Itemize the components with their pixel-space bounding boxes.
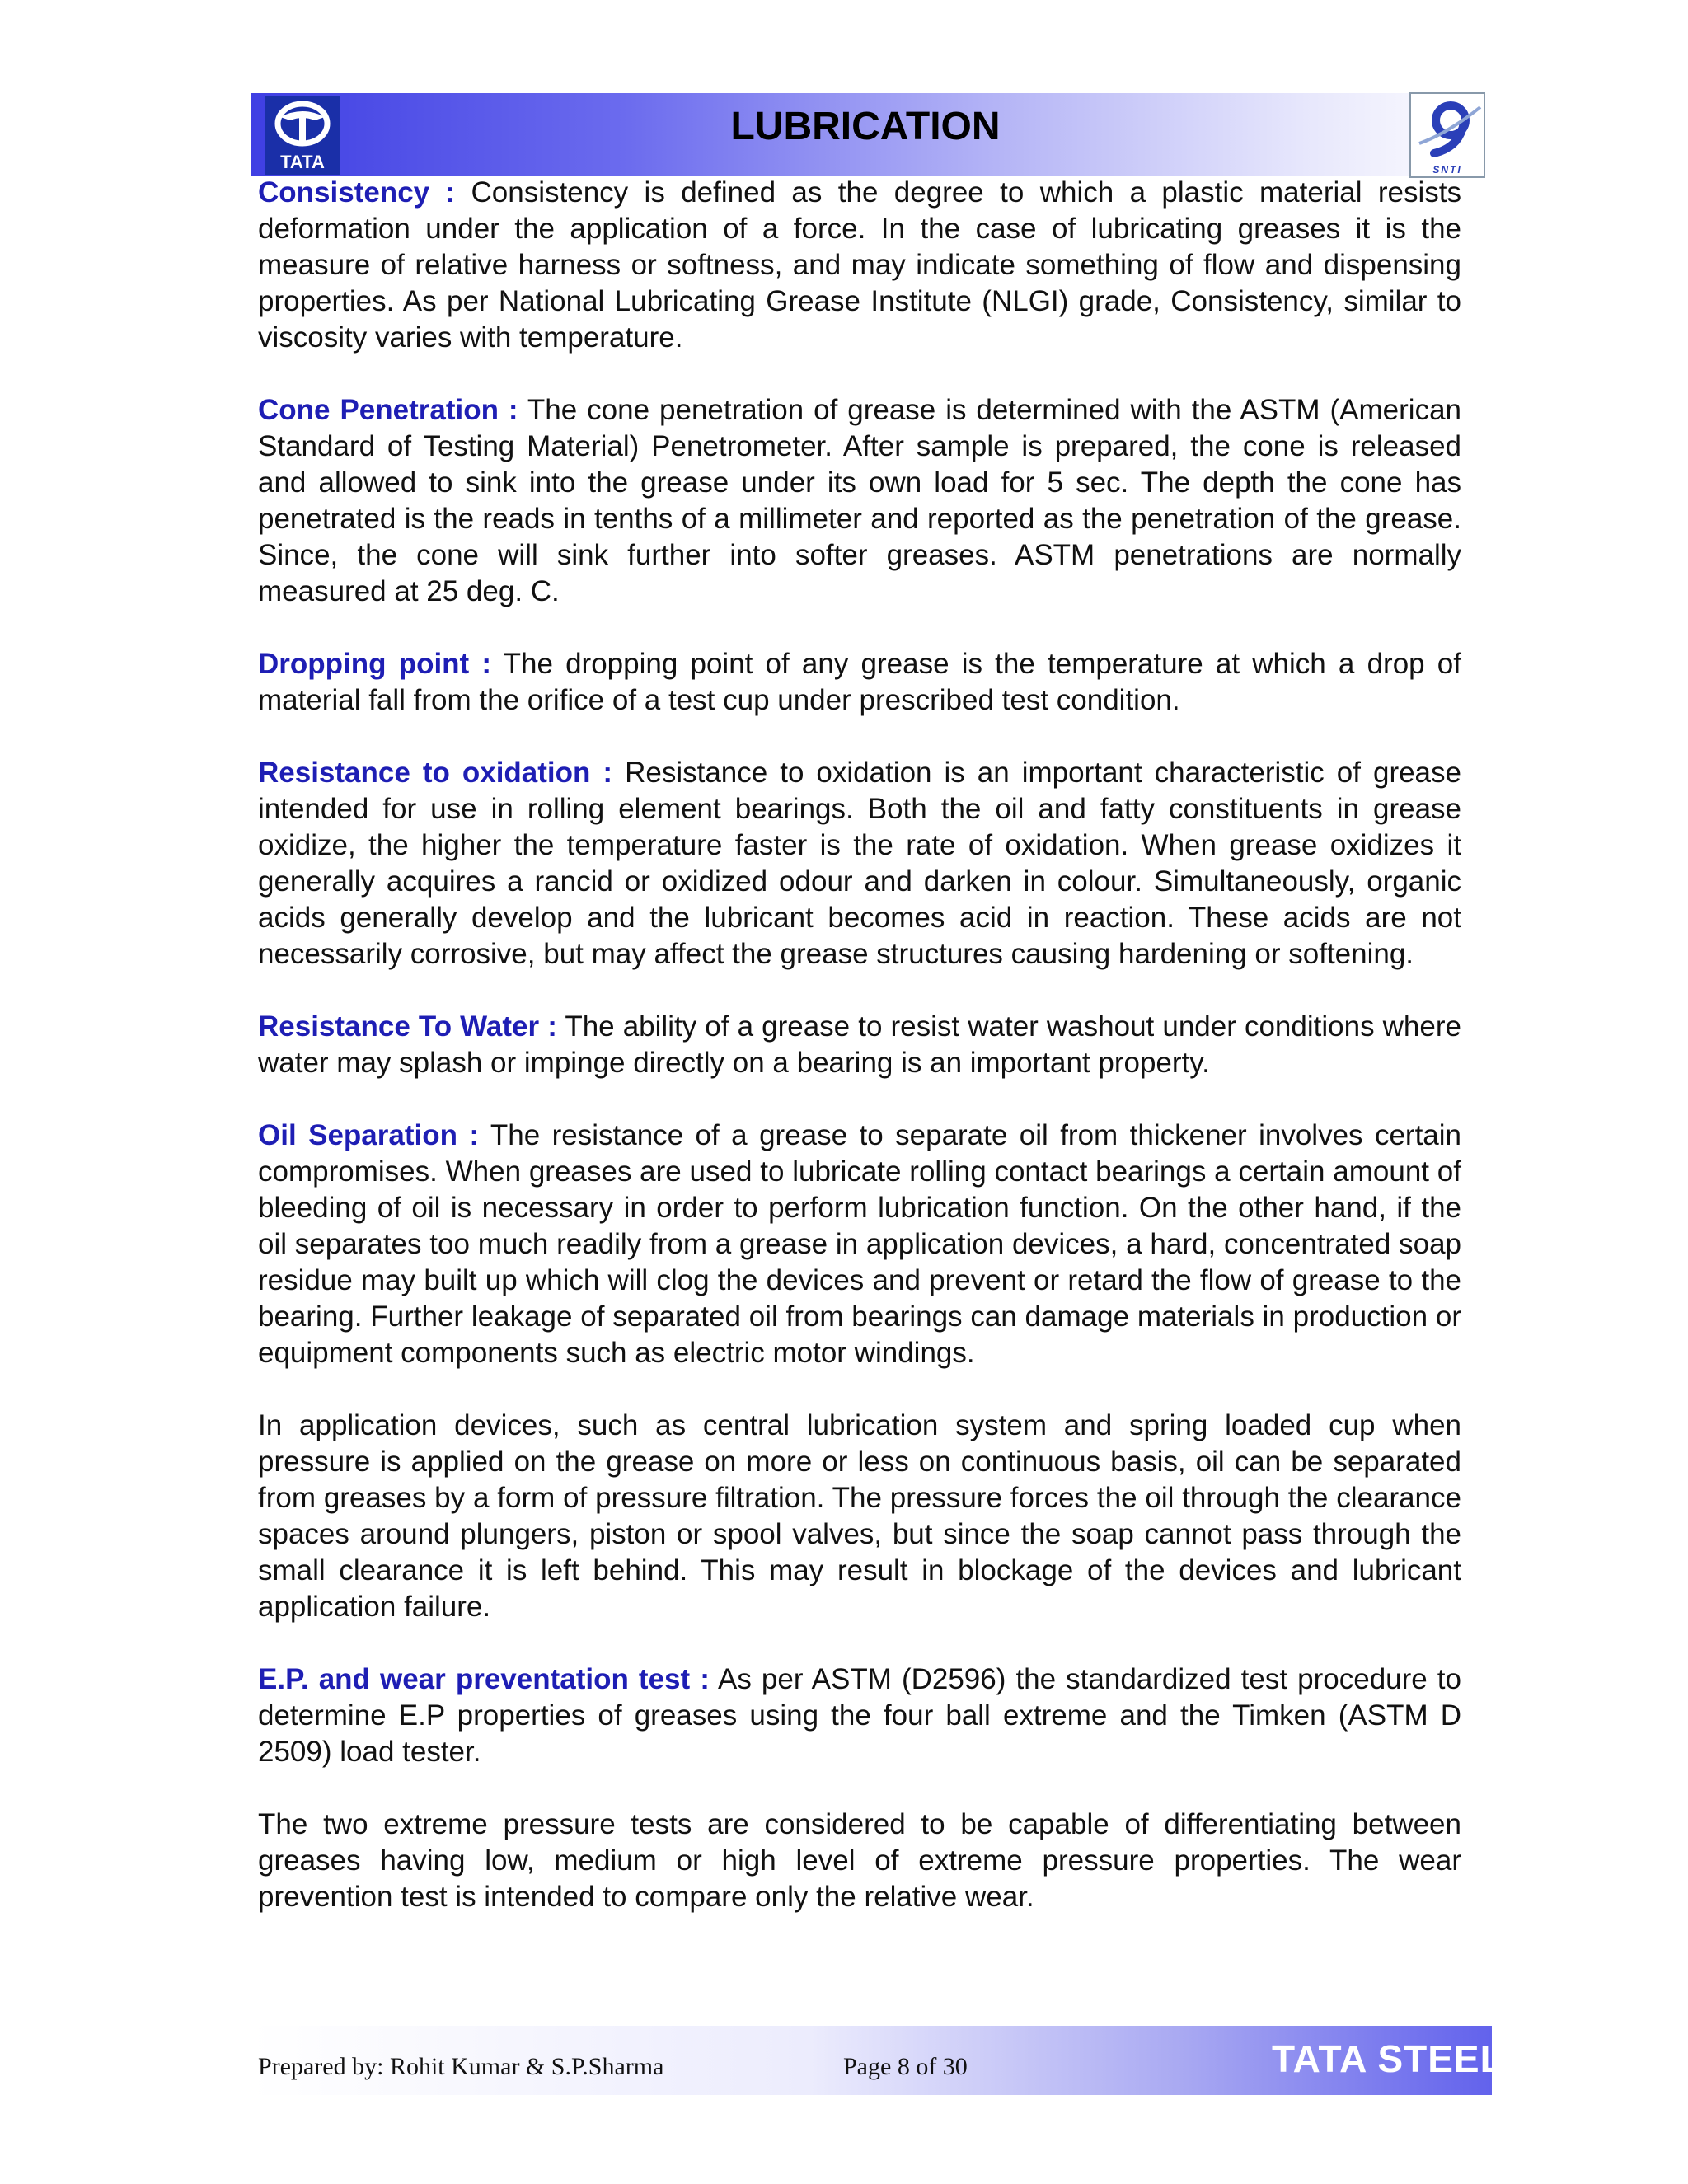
footer-page-number: Page 8 of 30	[843, 2053, 968, 2080]
section-resistance-water	[258, 1009, 1461, 1081]
section-ep-wear-test	[258, 1661, 1461, 1770]
snti-logo-text: SNTI	[1432, 164, 1462, 176]
footer-prepared-by: Prepared by: Rohit Kumar & S.P.Sharma	[258, 2053, 664, 2080]
section-consistency	[258, 175, 1461, 356]
section-text: Resistance to oxidation is an important characteristic of grease intended for use in rolling element bearings. Both the oil and fatty constituents in grease oxidize, the higher the temperature faster is the rate of oxidation. When grease oxidizes it generally acquires a rancid or oxidized odour and darken in colour. Simultaneously, organic acids generally develop and the lubricant becomes acid in reaction. These acids are not necessarily corrosive, but may affect the grease structures causing hardening or softening.	[258, 757, 1461, 970]
section-application-devices	[258, 1408, 1461, 1625]
section-text: The resistance of a grease to separate oil from thickener involves certain compromises. When greases are used to lubricate rolling contact bearings a certain amount of bleeding of oil is necessary in order to perform lubrication function. On the other hand, if the oil separates too much readily from a grease in application devices, a hard, concentrated soap residue may built up which will clog the devices and prevent or retard the flow of grease to the bearing. Further leakage of separated oil from bearings can damage materials in production or equipment components such as electric motor windings.	[258, 1119, 1462, 1369]
term-cone-penetration: Cone Penetration :	[258, 394, 518, 426]
section-cone-penetration	[258, 392, 1461, 610]
section-text: The cone penetration of grease is determined with the ASTM (American Standard of Testing Material) Penetrometer. After sample is prepared, the cone is released and allowed to sink into the grease under its own load for 5 sec. The depth the cone has penetrated is the reads in tenths of a millimeter and reported as the penetration of the grease. Since, the cone will sink further into softer greases. ASTM penetrations are normally measured at 25 deg. C.	[258, 394, 1461, 607]
section-text: The dropping point of any grease is the temperature at which a drop of material fall from the orifice of a test cup under prescribed test condition.	[258, 648, 1461, 716]
snti-logo-icon	[1409, 92, 1485, 178]
section-oil-separation	[258, 1118, 1461, 1371]
tata-logo-icon	[265, 96, 340, 175]
page-title: LUBRICATION	[730, 105, 1001, 148]
section-text: The ability of a grease to resist water washout under conditions where water may splash or impinge directly on a bearing is an important property.	[258, 1010, 1461, 1079]
term-resistance-water: Resistance To Water :	[258, 1010, 557, 1043]
term-consistency: Consistency :	[258, 176, 456, 209]
term-dropping-point: Dropping point :	[258, 648, 492, 680]
section-text: In application devices, such as central lubrication system and spring loaded cup when pressure is applied on the grease on more or less on continuous basis, oil can be separated from greases by a form of pressure filtration. The pressure forces the oil through the clearance spaces around plungers, piston or spool valves, but since the soap cannot pass through the small clearance it is left behind. This may result in blockage of the devices and lubricant application failure.	[258, 1409, 1461, 1623]
section-dropping-point	[258, 646, 1461, 719]
term-oil-separation: Oil Separation :	[258, 1119, 480, 1151]
document-body	[258, 175, 1461, 1952]
term-resistance-oxidation: Resistance to oxidation :	[258, 757, 613, 789]
section-text: Consistency is defined as the degree to which a plastic material resists deformation under the application of a force. In the case of lubricating greases it is the measure of relative harness or softness, and may indicate something of flow and dispensing properties. As per National Lubricating Grease Institute (NLGI) grade, Consistency, similar to viscosity varies with temperature.	[258, 176, 1461, 354]
term-ep-wear-test: E.P. and wear preventation test :	[258, 1663, 710, 1695]
section-text: The two extreme pressure tests are considered to be capable of differentiating between greases having low, medium or high level of extreme pressure properties. The wear prevention test is intended to compare only the relative wear.	[258, 1808, 1461, 1913]
section-extreme-pressure	[258, 1807, 1461, 1915]
section-text: As per ASTM (D2596) the standardized test procedure to determine E.P properties of greases using the four ball extreme and the Timken (ASTM D 2509) load tester.	[258, 1663, 1461, 1768]
tata-logo-text: TATA	[280, 152, 325, 172]
footer-brand-logo: TATA STEEL	[1272, 2037, 1504, 2080]
section-resistance-oxidation	[258, 755, 1461, 972]
